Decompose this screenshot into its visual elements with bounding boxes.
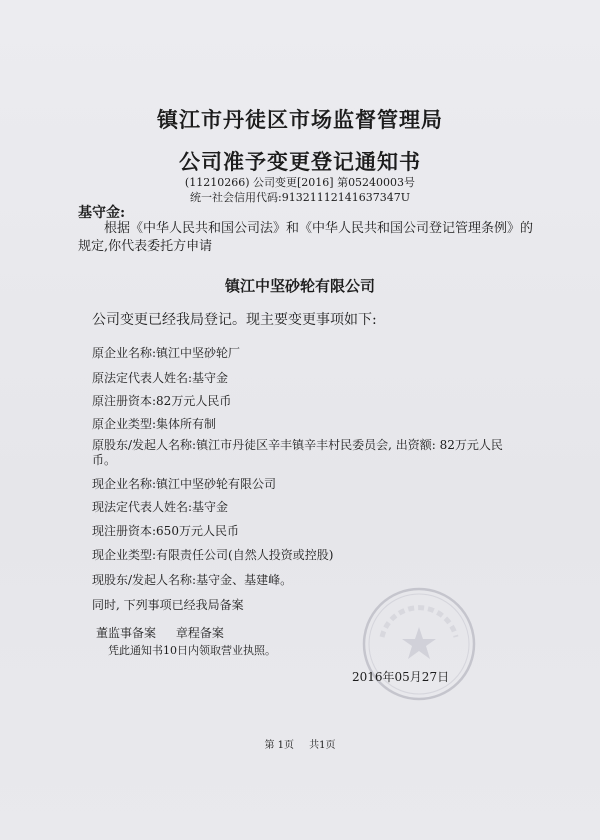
page-footer — [0, 736, 600, 751]
credit-code: 统一社会信用代码:913211121416373​47U — [190, 191, 410, 204]
change-item-old-type: 原企业类型:集体所有制 — [92, 417, 217, 431]
filing-intro: 同时, 下列事项已经我局备案 — [92, 598, 244, 612]
change-item-old-legal-rep: 原法定代表人姓名:基守金 — [92, 371, 229, 385]
change-item-new-type: 现企业类型:有限责任公司(自然人投资或控股) — [92, 548, 334, 562]
filing-item: 董监事备案 — [96, 626, 157, 640]
change-item-old-shareholders: 原股东/发起人名称:镇江市丹徒区辛丰镇辛丰村民委员会, 出资额: 82万元人民币。 — [92, 438, 503, 467]
addressee: 基守金: — [78, 205, 126, 221]
page-number: 第 1页 — [264, 740, 294, 751]
document-title: 公司准予变更登记通知书 — [179, 149, 421, 174]
license-notice: 凭此通知书10日内领取营业执照。 — [108, 644, 276, 657]
change-intro: 公司变更已经我局登记。现主要变更事项如下: — [92, 312, 377, 328]
change-item-new-legal-rep: 现法定代表人姓名:基守金 — [92, 500, 229, 514]
change-item-new-shareholders: 现股东/发起人名称:基守金、基建峰。 — [92, 573, 293, 587]
change-item-new-capital: 现注册资本:650万元人民币 — [92, 524, 239, 538]
legal-basis-paragraph: 根据《中华人民共和国公司法》和《中华人民共和国公司登记管理条例》的规定,你代表委托方申请 — [78, 221, 534, 254]
issuing-authority: 镇江市丹徒区市场监督管理局 — [157, 107, 443, 132]
official-seal-icon — [360, 585, 478, 703]
filing-item: 章程备案 — [175, 626, 224, 640]
change-item-old-name: 原企业名称:镇江中坚砂轮厂 — [92, 346, 241, 360]
issue-date: 2016年05月27日 — [352, 670, 450, 684]
filing-list — [96, 624, 234, 641]
document-number: (11210266) 公司变更[2016] 第05240003号 — [184, 176, 416, 189]
company-name: 镇江中坚砂轮有限公司 — [224, 277, 375, 295]
change-item-new-name: 现企业名称:镇江中坚砂轮有限公司 — [92, 477, 277, 491]
change-item-old-capital: 原注册资本:82万元人民币 — [92, 394, 232, 408]
page-total: 共1页 — [309, 740, 336, 751]
